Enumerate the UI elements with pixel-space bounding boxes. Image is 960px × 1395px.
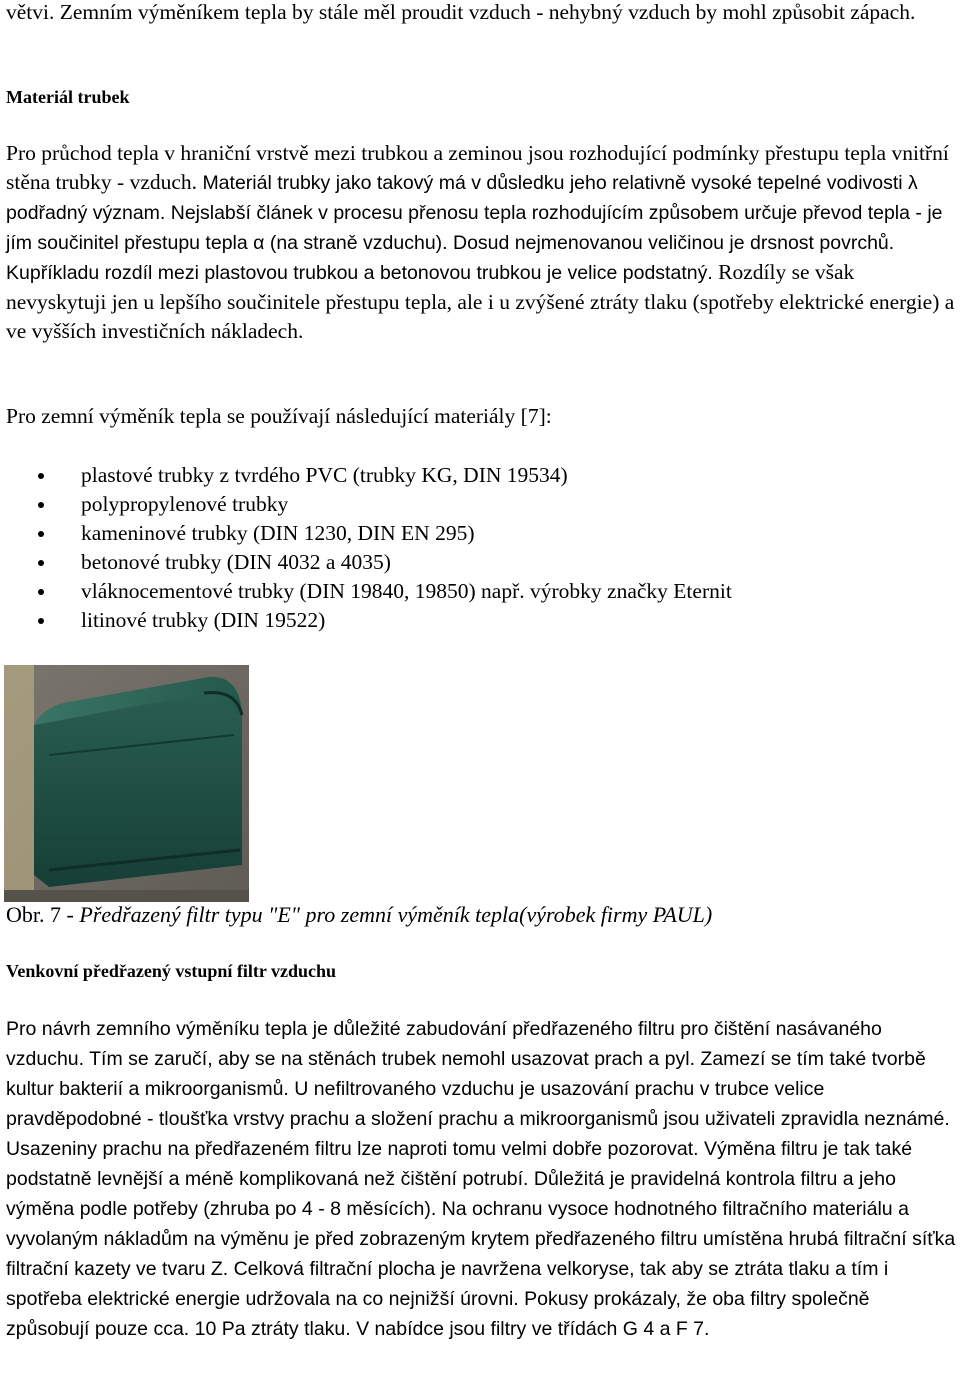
bullet-icon [38,560,44,566]
filter-text: Pro návrh zemního výměníku tepla je důležité zabudování předřazeného filtru pro čištění nasávaného vzduchu. Tím se zaručí, aby se na stěnách trubek nemohl usazovat prach a pyl. Zamezí se tím také tvorbě kultur bakterií a mikroorganismů. U nefiltrovaného vzduchu je usazování prachu v trubce velice pravděpodobné - tloušťka vrstvy prachu a složení prachu a mikroorganismů jsou uživateli zpravidla neznámé. Usazeniny prachu na předřazeném filtru lze naproti tomu velmi dobře pozorovat. Výměna filtru je tak také podstatně levnější a méně komplikovaná než čištění potrubí. Důležitá je pravidelná kontrola filtru a jeho výměna podle potřeby (zhruba po 4 - 8 měsících). Na ochranu vysoce hodnotného filtračního materiálu a vyvolaným nákladům na výměnu je před zobrazeným krytem předřazeného filtru umístěna hrubá filtrační síťka filtrační kazety ve tvaru Z. Celková filtrační plocha je navržena velkoryse, tak aby se ztráta tlaku a tím i spotřeba elektrické energie udržovala na co nejnižší úrovni. Pokusy prokázaly, že oba filtry společně způsobují pouze cca. 10 Pa ztráty tlaku. V nabídce jsou filtry ve třídách G 4 a F 7. [6,1018,956,1340]
material-text-sans: Materiál trubky jako takový má v důsledku jeho relativně vysoké tepelné vodivosti λ podřadný význam. Nejslabší článek v procesu přenosu tepla rozhodujícím způsobem určuje převod tepla - je jím součinitel přestupu tepla α (na straně vzduchu). Dosud nejmenovanou veličinou je drsnost povrchů. Kupříkladu rozdíl mezi plastovou trubkou a betonovou trubkou je velice podstatný. [6,172,943,284]
bullet-icon [38,473,44,479]
intro-paragraph [6,0,915,27]
figure-caption [6,900,712,930]
list-item: polypropylenové trubky [6,490,732,519]
list-item: vláknocementové trubky (DIN 19840, 19850) např. výrobky značky Eternit [6,577,732,606]
section-heading-material: Materiál trubek [6,87,130,107]
bullet-icon [38,618,44,624]
section-heading-filter: Venkovní předřazený vstupní filtr vzduchu [6,961,337,981]
list-item: kameninové trubky (DIN 1230, DIN EN 295) [6,519,732,548]
intro-text: větvi. Zemním výměníkem tepla by stále měl proudit vzduch - nehybný vzduch by mohl způsobit zápach. [6,0,916,24]
list-item: betonové trubky (DIN 4032 a 4035) [6,548,732,577]
caption-text: Předřazený filtr typu "E" pro zemní výměník tepla(výrobek firmy PAUL) [79,902,713,927]
caption-prefix: Obr. 7 - [6,902,80,927]
filter-photo [4,665,249,902]
list-item: litinové trubky (DIN 19522) [6,606,732,635]
bullet-icon [38,531,44,537]
bullet-icon [38,502,44,508]
materials-list [6,461,732,635]
bullet-icon [38,589,44,595]
materials-intro: Pro zemní výměník tepla se používají následující materiály [7]: [6,404,552,428]
list-item: plastové trubky z tvrdého PVC (trubky KG, DIN 19534) [6,461,732,490]
material-text-serif: Pro průchod tepla v hraniční vrstvě mezi trubkou a zeminou jsou rozhodující podmínky přestupu tepla vnitřní stěna trubky - vzduch. [6,141,949,194]
material-text-serif-2: Rozdíly se však nevyskytuji jen u lepšího součinitele přestupu tepla, ale i u zvýšené ztráty tlaku (spotřeby elektrické energie) a ve vyšších investičních nákladech. [6,260,955,343]
material-paragraph [6,139,956,346]
filter-paragraph [6,1014,956,1344]
